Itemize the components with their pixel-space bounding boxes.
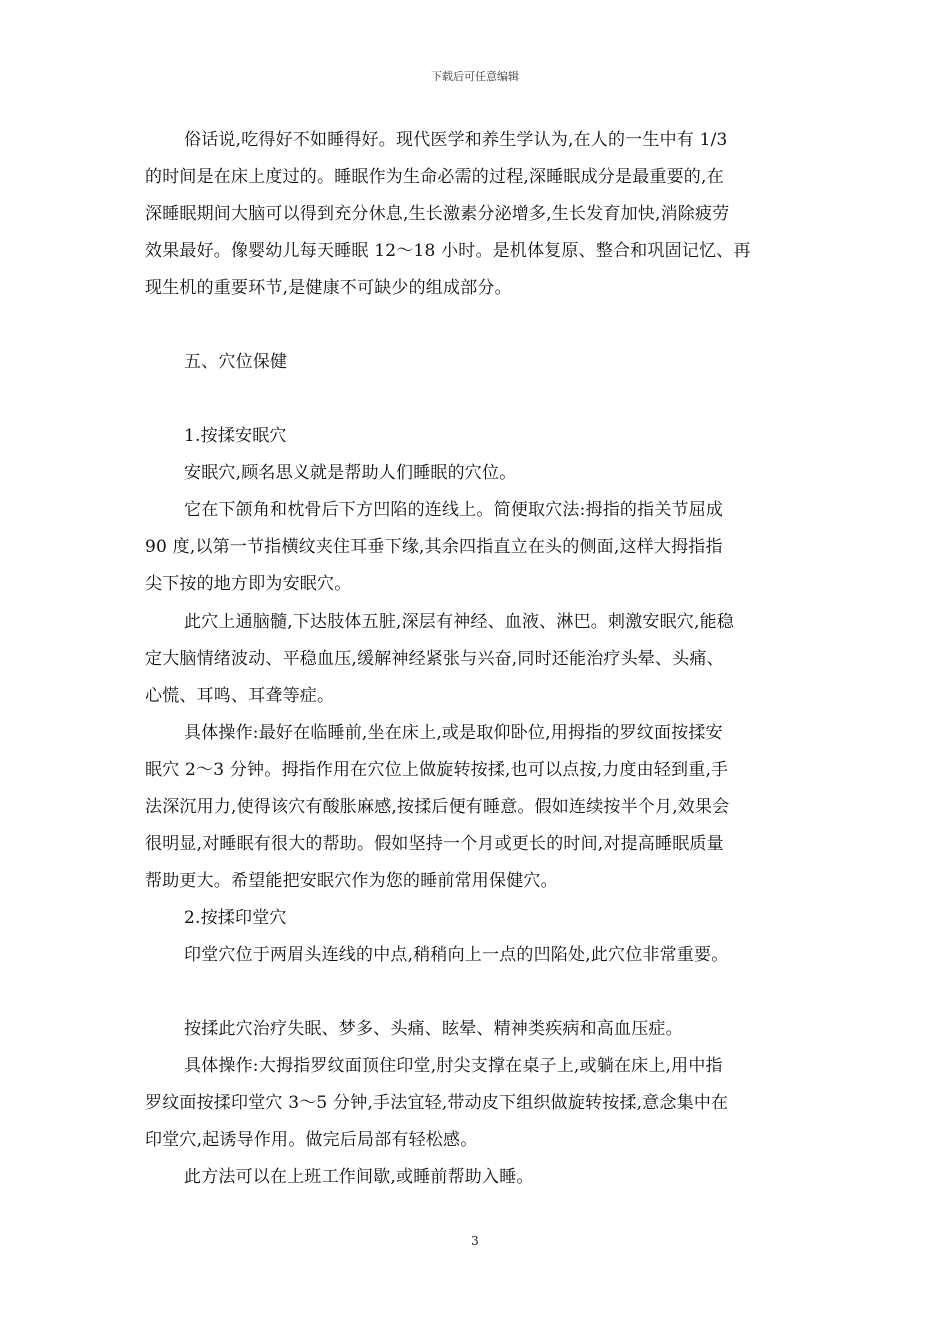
body-text-line: 法深沉用力,使得该穴有酸胀麻感,按揉后便有睡意。假如连续按半个月,效果会 [145,797,730,817]
body-text-line: 具体操作:大拇指罗纹面顶住印堂,肘尖支撑在桌子上,或躺在床上,用中指 [184,1056,723,1076]
body-text-line: 印堂穴位于两眉头连线的中点,稍稍向上一点的凹陷处,此穴位非常重要。 [184,945,729,965]
body-text-line: 90 度,以第一节指横纹夹住耳垂下缘,其余四指直立在头的侧面,这样大拇指指 [145,537,723,557]
body-text-line: 罗纹面按揉印堂穴 3～5 分钟,手法宜轻,带动皮下组织做旋转按揉,意念集中在 [145,1093,729,1113]
body-text-line: 安眠穴,顾名思义就是帮助人们睡眠的穴位。 [184,463,517,483]
body-text-line: 现生机的重要环节,是健康不可缺少的组成部分。 [145,278,512,298]
body-text-line: 很明显,对睡眠有很大的帮助。假如坚持一个月或更长的时间,对提高睡眠质量 [145,834,724,854]
subsection-heading: 1.按揉安眠穴 [184,426,287,446]
body-text-line: 尖下按的地方即为安眠穴。 [145,574,352,594]
body-text-line: 深睡眠期间大脑可以得到充分休息,生长激素分泌增多,生长发育加快,消除疲劳 [145,204,730,224]
body-text-line: 帮助更大。希望能把安眠穴作为您的睡前常用保健穴。 [145,871,558,891]
body-text-line: 俗话说,吃得好不如睡得好。现代医学和养生学认为,在人的一生中有 1/3 [184,130,728,150]
body-text-line: 具体操作:最好在临睡前,坐在床上,或是取仰卧位,用拇指的罗纹面按揉安 [184,723,723,743]
body-text-line: 心慌、耳鸣、耳聋等症。 [145,686,335,706]
page-header: 下载后可任意编辑 [431,70,519,83]
body-text-line: 它在下颌角和枕骨后下方凹陷的连线上。简便取穴法:拇指的指关节屈成 [184,500,724,520]
body-text-line: 的时间是在床上度过的。睡眠作为生命必需的过程,深睡眠成分是最重要的,在 [145,167,724,187]
body-text-line: 效果最好。像婴幼儿每天睡眠 12～18 小时。是机体复原、整合和巩固记忆、再 [145,241,751,261]
body-text-line: 印堂穴,起诱导作用。做完后局部有轻松感。 [145,1130,478,1150]
page-number: 3 [471,1234,479,1248]
body-text-line: 此穴上通脑髓,下达肢体五脏,深层有神经、血液、淋巴。刺激安眠穴,能稳 [184,612,735,632]
body-text-line: 按揉此穴治疗失眠、梦多、头痛、眩晕、精神类疾病和高血压症。 [184,1019,683,1039]
section-heading: 五、穴位保健 [184,352,288,372]
body-text-line: 此方法可以在上班工作间歇,或睡前帮助入睡。 [184,1167,534,1187]
subsection-heading: 2.按揉印堂穴 [184,908,287,928]
body-text-line: 眠穴 2～3 分钟。拇指作用在穴位上做旋转按揉,也可以点按,力度由轻到重,手 [145,760,729,780]
body-text-line: 定大脑情绪波动、平稳血压,缓解神经紧张与兴奋,同时还能治疗头晕、头痛、 [145,649,724,669]
